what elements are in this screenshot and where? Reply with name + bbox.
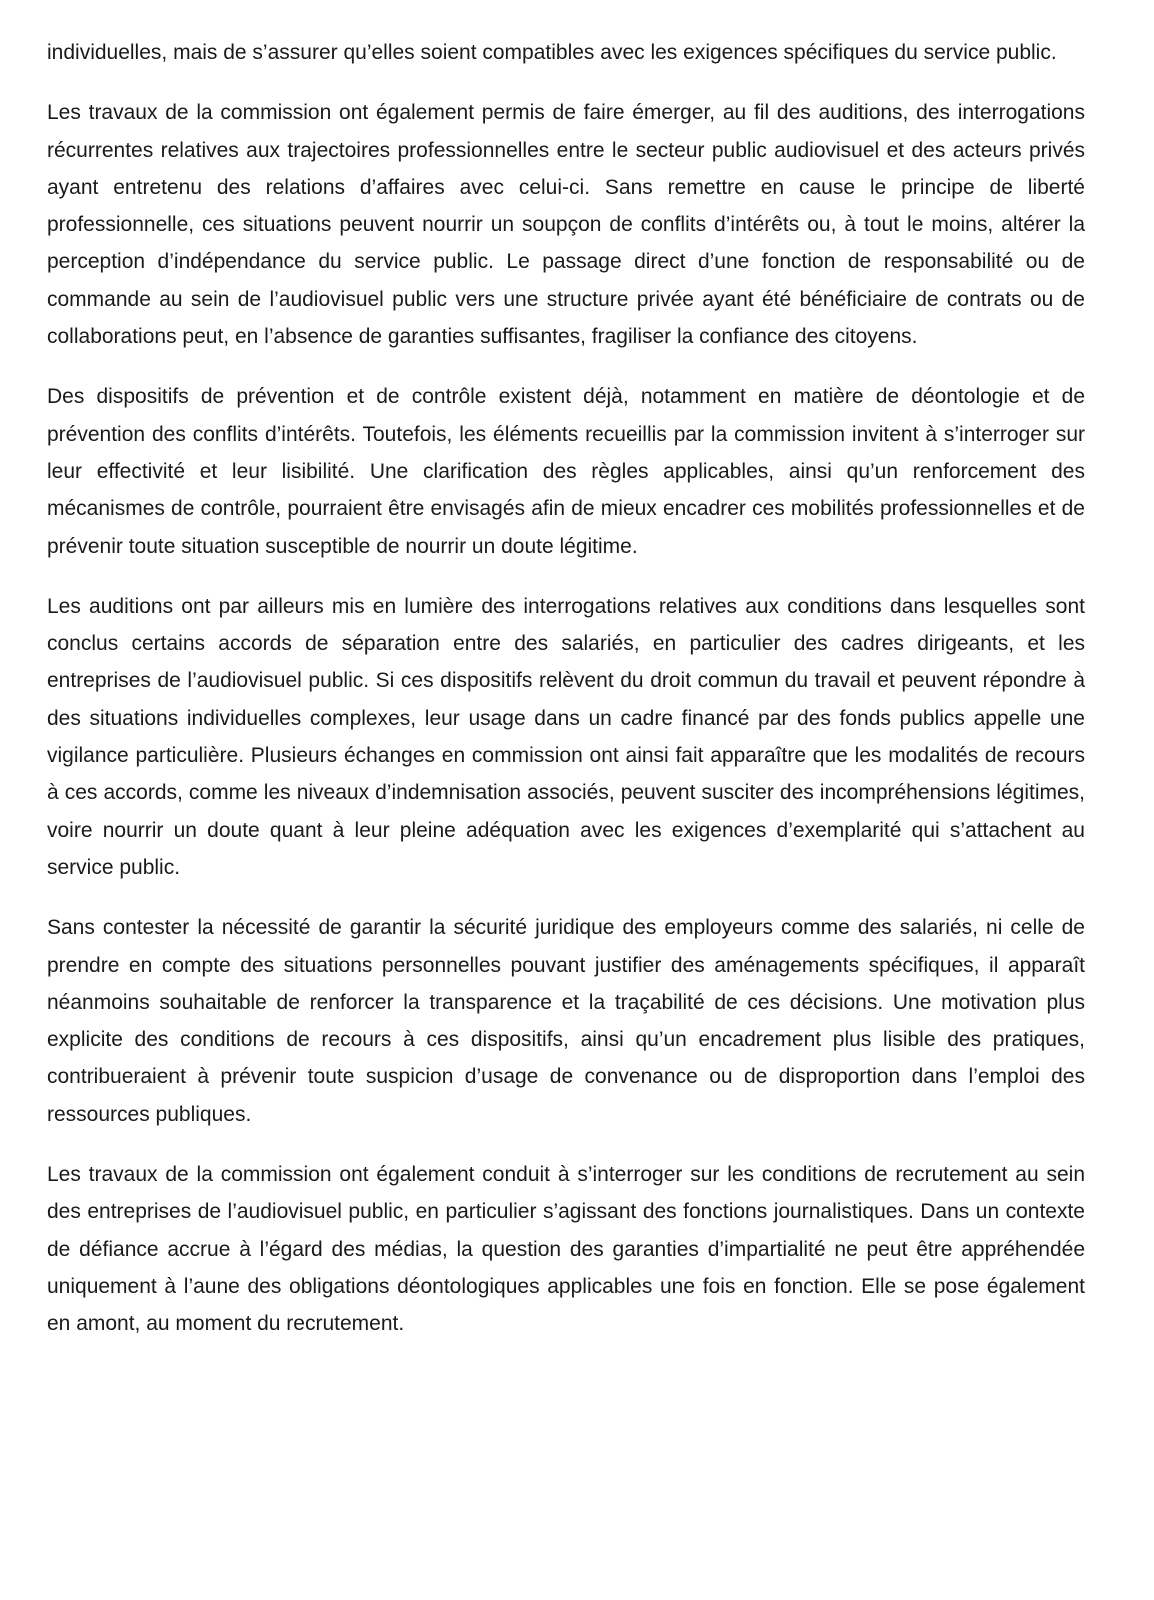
document-page [47,34,1085,1343]
paragraph-prevention-controls: Des dispositifs de prévention et de contrôle existent déjà, notamment en matière de déontologie et de prévention des conflits d’intérêts. Toutefois, les éléments recueillis par la commission invitent à s’interroger sur leur effectivité et leur lisibilité. Une clarification des règles applicables, ainsi qu’un renforcement des mécanismes de contrôle, pourraient être envisagés afin de mieux encadrer ces mobilités professionnelles et de prévenir toute situation susceptible de nourrir un doute légitime. [47,385,1085,558]
paragraph-separation-agreements: Les auditions ont par ailleurs mis en lumière des interrogations relatives aux conditions dans lesquelles sont conclus certains accords de séparation entre des salariés, en particulier des cadres dirigeants, et les entreprises de l’audiovisuel public. Si ces dispositifs relèvent du droit commun du travail et peuvent répondre à des situations individuelles complexes, leur usage dans un cadre financé par des fonds publics appelle une vigilance particulière. Plusieurs échanges en commission ont ainsi fait apparaître que les modalités de recours à ces accords, comme les niveaux d’indemnisation associés, peuvent susciter des incompréhensions légitimes, voire nourrir un doute quant à leur pleine adéquation avec les exigences d’exemplarité qui s’attachent au service public. [47,594,1085,879]
paragraph-recruitment: Les travaux de la commission ont également conduit à s’interroger sur les conditions de recrutement au sein des entreprises de l’audiovisuel public, en particulier s’agissant des fonctions journalistiques. Dans un contexte de défiance accrue à l’égard des médias, la question des garanties d’impartialité ne peut être appréhendée uniquement à l’aune des obligations déontologiques applicables une fois en fonction. Elle se pose également en amont, au moment du recrutement. [47,1163,1085,1336]
paragraph-transparency: Sans contester la nécessité de garantir la sécurité juridique des employeurs comme des salariés, ni celle de prendre en compte des situations personnelles pouvant justifier des aménagements spécifiques, il apparaît néanmoins souhaitable de renforcer la transparence et la traçabilité de ces décisions. Une motivation plus explicite des conditions de recours à ces dispositifs, ainsi qu’un encadrement plus lisible des pratiques, contribueraient à prévenir toute suspicion d’usage de convenance ou de disproportion dans l’emploi des ressources publiques. [47,916,1085,1126]
paragraph-continuation: individuelles, mais de s’assurer qu’elles soient compatibles avec les exigences spécifiques du service public. [47,41,1057,64]
paragraph-professional-trajectories: Les travaux de la commission ont également permis de faire émerger, au fil des auditions, des interrogations récurrentes relatives aux trajectoires professionnelles entre le secteur public audiovisuel et des acteurs privés ayant entretenu des relations d’affaires avec celui-ci. Sans remettre en cause le principe de liberté professionnelle, ces situations peuvent nourrir un soupçon de conflits d’intérêts ou, à tout le moins, altérer la perception d’indépendance du service public. Le passage direct d’une fonction de responsabilité ou de commande au sein de l’audiovisuel public vers une structure privée ayant été bénéficiaire de contrats ou de collaborations peut, en l’absence de garanties suffisantes, fragiliser la confiance des citoyens. [47,101,1085,349]
